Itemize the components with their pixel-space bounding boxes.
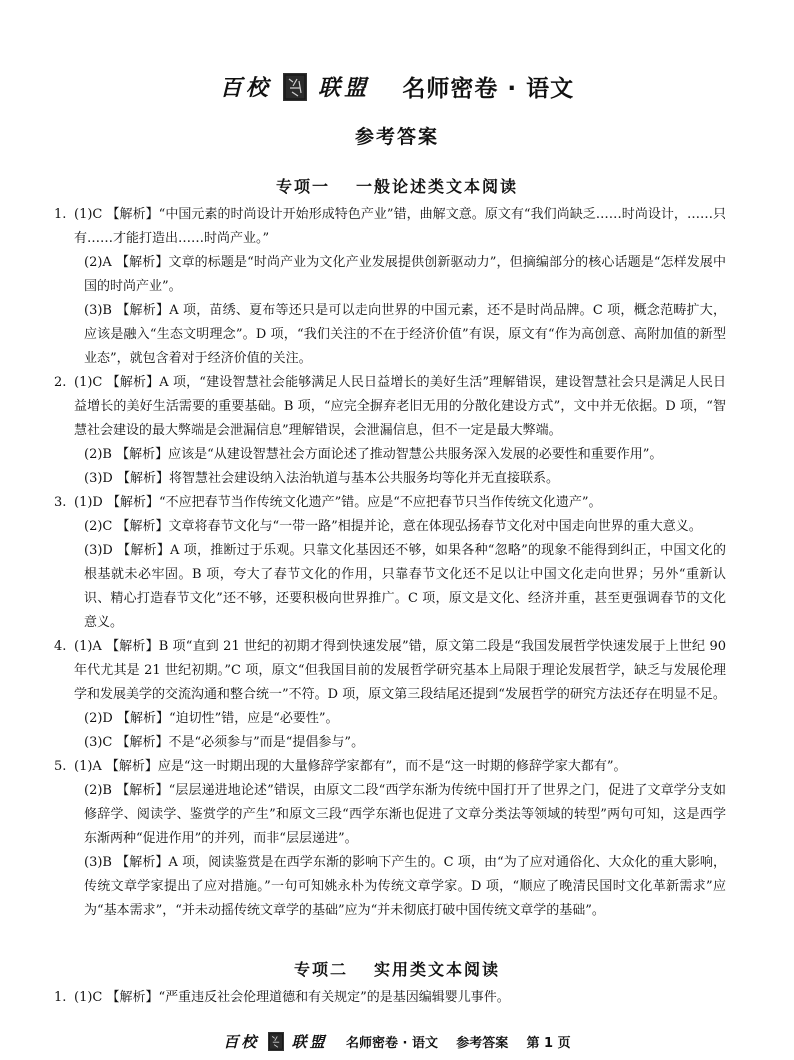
question-number: 5. bbox=[54, 759, 67, 774]
question-3 bbox=[54, 491, 726, 635]
question-number: 1. bbox=[54, 207, 67, 222]
footer-seal-icon bbox=[268, 1032, 284, 1051]
section-1-content bbox=[54, 203, 726, 923]
section-title-1 bbox=[0, 174, 794, 197]
question-number: 3. bbox=[54, 495, 67, 510]
page-header bbox=[0, 70, 794, 103]
answer-3-1: (1)D 【解析】“不应把春节当作传统文化遗产”错。应是“不应把春节只当作传统文化遗产”。 bbox=[74, 495, 602, 510]
answer-5-1: (1)A 【解析】应是“这一时期出现的大量修辞学家都有”，而不是“这一时期的修辞学家大都有”。 bbox=[74, 759, 627, 774]
brand-logo-left: 百校 bbox=[219, 75, 272, 101]
brand-seal-icon bbox=[283, 73, 307, 101]
answer-5-2: (2)B 【解析】“层层递进地论述”错误，由原文二段“西学东渐为传统中国打开了世界之门，促进了文章学分支如修辞学、阅读学、鉴赏学的产生”和原文三段“西学东渐也促进了文章分类法等领域的转型”两句可知，这是西学东渐两种“促进作用”的并列，而非“层层递进”。 bbox=[84, 783, 726, 846]
question-number: 2. bbox=[54, 375, 67, 390]
section-name: 实用类文本阅读 bbox=[374, 960, 501, 979]
answer-5-3: (3)B 【解析】A 项，阅读鉴赏是在西学东渐的影响下产生的。C 项，由“为了应对通俗化、大众化的重大影响，传统文章学家提出了应对措施。”一句可知姚永朴为传统文章学家。D 项，“顺应了晚清民国时文化革新需求”应为“基本需求”，“并未动摇传统文章学的基础”应为“并未彻底打破中国传统文章学的基础”。 bbox=[84, 855, 726, 918]
section-name: 一般论述类文本阅读 bbox=[356, 177, 519, 196]
footer-title: 名师密卷 · 语文 bbox=[345, 1036, 438, 1051]
answer-2-1: (1)C 【解析】A 项，“建设智慧社会能够满足人民日益增长的美好生活”理解错误，建设智慧社会只是满足人民日益增长的美好生活需要的重要基础。B 项，“应完全摒弃老旧无用的分散化建设方式”，文中并无依据。D 项，“智慧社会建设的最大弊端是会泄漏信息”理解错误，会泄漏信息，但不一定是最大弊端。 bbox=[74, 375, 726, 438]
seal-graphic bbox=[269, 1033, 283, 1050]
answer-3-3: (3)D 【解析】A 项，推断过于乐观。只靠文化基因还不够，如果各种“忽略”的现象不能得到纠正，中国文化的根基就未必牢固。B 项，夸大了春节文化的作用，只靠春节文化还不足以让中国文化走向世界；另外“重新认识、精心打造春节文化”还不够，还要积极向世界推广。C 项，原文是文化、经济并重，甚至更强调春节的文化意义。 bbox=[84, 543, 726, 630]
section-title-2 bbox=[0, 957, 794, 980]
answer-4-1: (1)A 【解析】B 项“直到 21 世纪的初期才得到快速发展”错，原文第二段是“我国发展哲学快速发展于上世纪 90 年代尤其是 21 世纪初期。”C 项，原文“但我国目前的发展哲学研究基本上局限于理论发展哲学，缺乏与发展伦理学和发展美学的交流沟通和整合统一”不符。D 项，原文第三段结尾还提到“发展哲学的研究方法还存在明显不足。 bbox=[74, 639, 726, 702]
answer-s2-1-1: (1)C 【解析】“严重违反社会伦理道德和有关规定”的是基因编辑婴儿事件。 bbox=[74, 990, 510, 1005]
footer-brand-right: 联盟 bbox=[291, 1033, 328, 1051]
doc-title: 参考答案 bbox=[354, 126, 439, 148]
question-1 bbox=[54, 986, 726, 1010]
footer-brand-left: 百校 bbox=[223, 1033, 260, 1051]
answer-1-3: (3)B 【解析】A 项，苗绣、夏布等还只是可以走向世界的中国元素，还不是时尚品牌。C 项，概念范畴扩大，应该是融入“生态文明理念”。D 项，“我们关注的不在于经济价值”有误，原文有“作为高创意、高附加值的新型业态”，就包含着对于经济价值的关注。 bbox=[84, 303, 726, 366]
question-4 bbox=[54, 635, 726, 755]
question-1 bbox=[54, 203, 726, 371]
question-number: 4. bbox=[54, 639, 67, 654]
brand-title: 名师密卷 · 语文 bbox=[402, 76, 575, 102]
question-number: 1. bbox=[54, 990, 67, 1005]
answer-4-3: (3)C 【解析】不是“必须参与”而是“提倡参与”。 bbox=[84, 735, 365, 750]
seal-graphic bbox=[284, 74, 306, 100]
section-label: 专项二 bbox=[293, 960, 348, 979]
answer-1-1: (1)C 【解析】“中国元素的时尚设计开始形成特色产业”错，曲解文意。原文有“我们尚缺乏……时尚设计，……只有……才能打造出……时尚产业。” bbox=[74, 207, 726, 246]
brand-logo-right: 联盟 bbox=[318, 75, 371, 101]
answer-2-3: (3)D 【解析】将智慧社会建设纳入法治轨道与基本公共服务均等化并无直接联系。 bbox=[84, 471, 559, 486]
answer-1-2: (2)A 【解析】文章的标题是“时尚产业为文化产业发展提供创新驱动力”，但摘编部分的核心话题是“怎样发展中国的时尚产业”。 bbox=[84, 255, 726, 294]
answer-2-2: (2)B 【解析】应该是“从建设智慧社会方面论述了推动智慧公共服务深入发展的必要性和重要作用”。 bbox=[84, 447, 663, 462]
question-5 bbox=[54, 755, 726, 923]
section-label: 专项一 bbox=[275, 177, 330, 196]
section-2-content bbox=[54, 986, 726, 1010]
page-number: 第 1 页 bbox=[526, 1036, 571, 1051]
answer-3-2: (2)C 【解析】文章将春节文化与“一带一路”相提并论，意在体现弘扬春节文化对中国走向世界的重大意义。 bbox=[84, 519, 702, 534]
question-2 bbox=[54, 371, 726, 491]
answer-4-2: (2)D 【解析】“迫切性”错，应是“必要性”。 bbox=[84, 711, 339, 726]
footer-answers: 参考答案 bbox=[456, 1036, 509, 1051]
page-footer bbox=[0, 1031, 794, 1052]
